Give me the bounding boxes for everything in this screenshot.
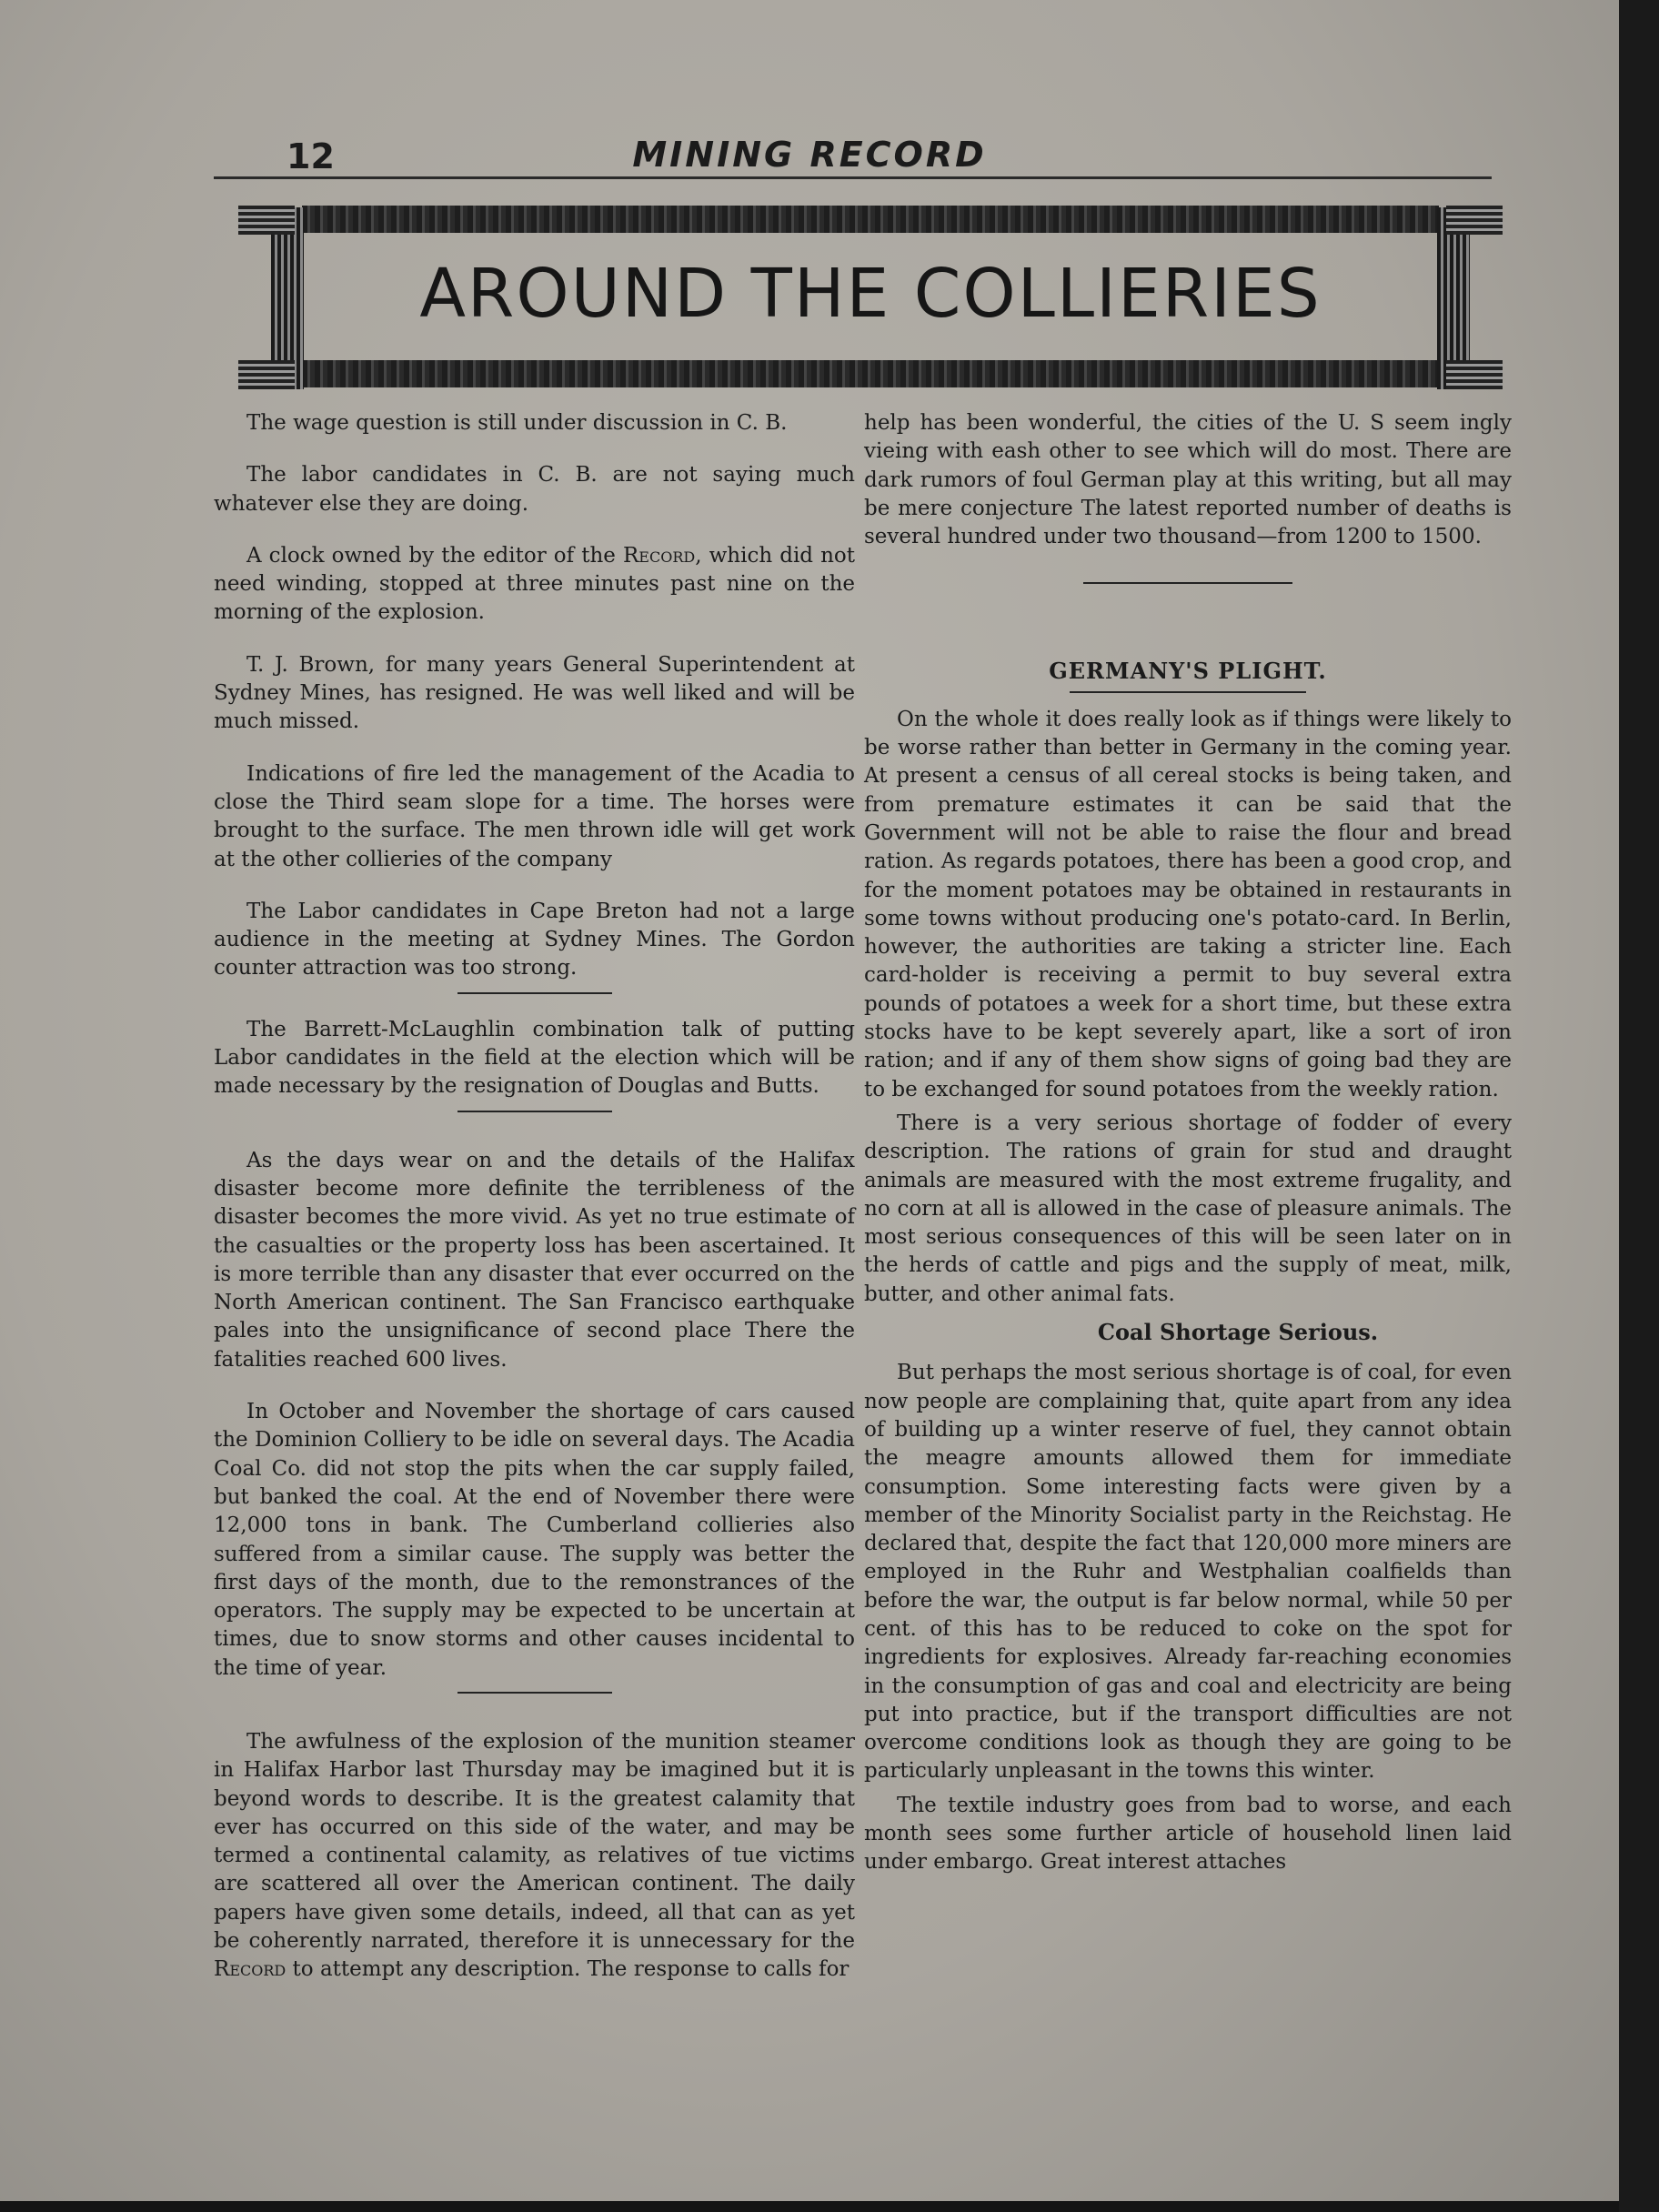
banner-corner-ornament [1446,206,1503,235]
banner-top-bar [302,206,1439,233]
news-item-labor-candidates: The labor candidates in C. B. are not saying much whatever else they are doing. [214,463,855,516]
explosion-text-end: to attempt any description. The response to calls for [286,1957,850,1982]
news-item-labor-meeting: The Labor candidates in Cape Breton had not a large audience in the meeting at Sydney Mines. The Gordon counter attraction was too strong. [214,899,855,980]
divider-rule [457,1692,612,1694]
record-name: Record [622,543,696,568]
divider-rule [1083,582,1292,584]
explosion-text-start: The awfulness of the explosion of the munition steamer in Halifax Harbor last Thursday may be imagined but it is beyond words to describe. It is the greatest calamity that ever has occurred on this side of the water, and may be termed a continental calamity, as relatives of tue victims are scattered all over the American continent. The daily papers have given some details, indeed, all that can as yet be coherently narrated, therefore it is unnecessary for the [214,1729,855,1954]
news-item-explosion [214,1728,855,1985]
section-banner [238,198,1503,400]
article-paragraph: There is a very serious shortage of fodder of every description. The rations of grain for stud and draught animals are measured with the most extreme frugality, and no corn at all is allowed in the case of pleasure animals. The most serious consequences of this will be seen later on in the herds of cattle and pigs and the supply of meat, milk, butter, and other animal fats. [864,1111,1512,1306]
clock-text-end: , which did not need winding, stopped at three minutes past nine on the morning of the explosion. [214,543,856,625]
news-item-car-shortage: In October and November the shortage of cars caused the Dominion Colliery to be idle on several days. The Acadia Coal Co. did not stop the pits when the car supply failed, but banked the coal. At the end of November there were 12,000 tons in bank. The Cumberland collieries also suffered from a similar cause. The supply was better the first days of the month, due to the remonstrances of the operators. The supply may be expected to be uncertain at times, due to snow storms and other causes incidental to the time of year. [214,1400,855,1680]
article-paragraph: On the whole it does really look as if things were likely to be worse rather than better in Germany in the coming year. At present a census of all cereal stocks is being taken, and from premature estimates it can be said that the Government will not be able to raise the flour and bread ration. As regards potatoes, there has been a good crop, and for the moment potatoes may be obtained in restaurants in some towns without producing one's potato-card. In Berlin, however, the authorities are taking a stricter line. Each card-holder is receiving a permit to buy several extra pounds of potatoes a week for a short time, but these extra stocks have to be kept severely apart, like a sort of iron ration; and if any of them show signs of going bad they are to be exchanged for sound potatoes from the weekly ration. [864,707,1512,1101]
article-paragraph: But perhaps the most serious shortage is of coal, for even now people are complaining that, quite apart from any idea of building up a winter reserve of fuel, they cannot obtain the meagre amounts allowed them for immediate consumption. Some interesting facts were given by a member of the Minority Socialist party in the Reichstag. He declared that, despite the fact that 120,000 more miners are employed in the Ruhr and Westphalian coalfields than before the war, the output is far below normal, while 50 per cent. of this has to be reduced to coke on the spot for ingredients for explosives. Already far-reaching economies in the consumption of gas and coal and electricity are being put into practice, but if the transport difficulties are not overcome conditions look as though they are going to be particularly unpleasant in the towns this winter. [864,1361,1512,1784]
news-item-halifax-disaster: As the days wear on and the details of the Halifax disaster become more definite the terribleness of the disaster becomes the more vivid. As yet no true estimate of the casualties or the property loss has been ascertained. It is more terrible than any disaster that ever occurred on the North American continent. The San Francisco earthquake pales into the unsignificance of second place There the fatalities reached 600 lives. [214,1148,855,1372]
banner-title: AROUND THE COLLIERIES [419,255,1322,333]
article-heading: GERMANY'S PLIGHT. [1049,658,1327,685]
divider-rule [457,1111,612,1112]
news-item-acadia-fire: Indications of fire led the management of the Acadia to close the Third seam slope for a time. The horses were brought to the surface. The men thrown idle will get work at the other collieries of the company [214,761,855,871]
explosion-continued: help has been wonderful, the cities of the U. S seem ingly vieing with eash other to see which will do most. There are dark rumors of foul German play at this writing, but all may be mere conjecture The latest reported number of deaths is several hundred under two thousand—from 1200 to 1500. [864,411,1512,549]
header-rule [214,176,1492,179]
scan-edge [1619,0,1659,2212]
left-column [214,409,855,2008]
heading-rule [1070,691,1306,693]
article-subheading: Coal Shortage Serious. [1097,1319,1379,1346]
news-item-brown-resigned: T. J. Brown, for many years General Superintendent at Sydney Mines, has resigned. He was well liked and will be much missed. [214,652,855,734]
news-item-wage-question: The wage question is still under discussion in C. B. [246,411,788,435]
news-item-barrett-mclaughlin: The Barrett-McLaughlin combination talk of putting Labor candidates in the field at the election which will be made necessary by the resignation of Douglas and Butts. [214,1017,855,1099]
banner-corner-ornament [238,206,295,235]
divider-rule [457,992,612,994]
right-column [864,409,1512,1883]
article-paragraph: The textile industry goes from bad to worse, and each month sees some further article of household linen laid under embargo. Great interest attaches [864,1793,1512,1875]
journal-title: MINING RECORD [632,135,987,175]
clock-text-start: A clock owned by the editor of the [246,543,623,568]
banner-corner-ornament [238,360,295,389]
page-number: 12 [287,136,335,176]
record-name: Record [214,1957,287,1982]
news-item-clock [214,542,855,628]
banner-corner-ornament [1446,360,1503,389]
banner-bottom-bar [302,360,1439,387]
